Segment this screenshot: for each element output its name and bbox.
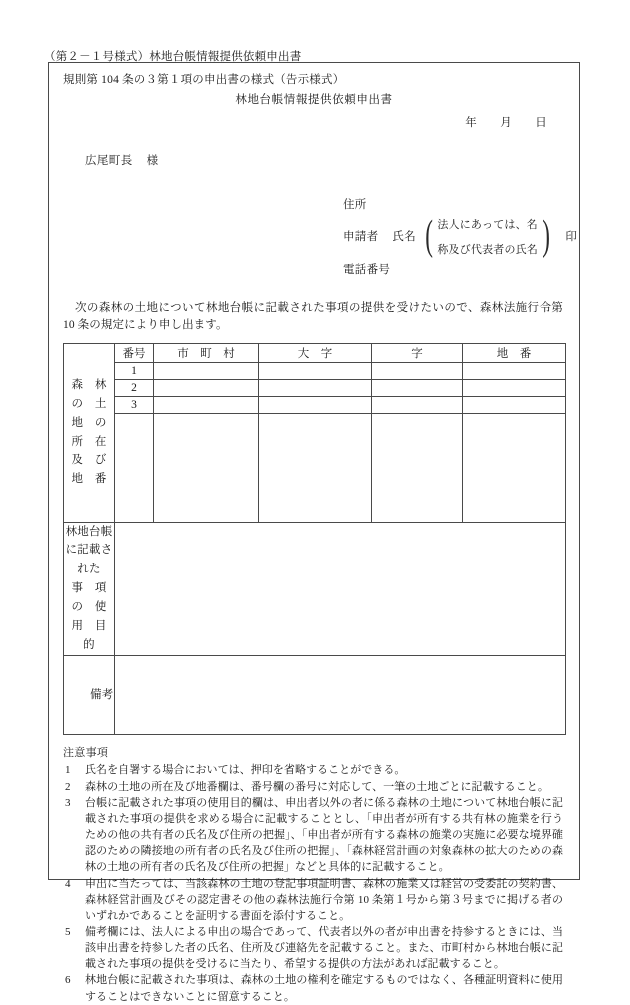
date-line: [59, 114, 569, 130]
purpose-row: [64, 522, 566, 656]
applicant-block: [59, 194, 578, 278]
purpose-label-line2: 事 項 の 使 用 目 的: [71, 582, 119, 652]
purpose-label-line1: 林地台帳に記載された: [65, 525, 113, 576]
note-number-6: 6: [65, 974, 71, 987]
corporate-name-brace-group: ( 法人にあっては、名 称及び代表者の氏名 ): [425, 213, 551, 259]
date-day-label: 日: [535, 117, 547, 129]
request-statement: [63, 300, 563, 335]
note-text-2: 森林の土地の所在及び地番欄は、番号欄の番号に対応して、一筆の土地ごとに記載すること。: [85, 780, 549, 793]
column-header-oaza: 大 字: [259, 343, 372, 362]
applicant-label: 申請者: [343, 231, 379, 243]
note-item: [63, 795, 563, 876]
remarks-value-field[interactable]: [115, 656, 566, 735]
cell-city-2[interactable]: [154, 379, 259, 396]
document-title: 林地台帳情報提供依頼申出書: [235, 94, 393, 106]
seal-stamp-label: 印: [565, 231, 578, 243]
cell-aza-blank[interactable]: [372, 413, 463, 522]
remarks-label-left: 備: [90, 688, 102, 701]
form-sheet: [48, 62, 580, 1003]
date-month-label: 月: [500, 117, 512, 129]
table-row: [64, 379, 566, 396]
notes-title: 注意事項: [63, 747, 109, 760]
table-row: [64, 362, 566, 379]
cell-oaza-1[interactable]: [259, 362, 372, 379]
note-number-5: 5: [65, 926, 71, 938]
location-side-label-line1: 森 林 の 土 地 の: [71, 378, 119, 429]
address-label: 住所: [343, 198, 367, 211]
note-item: [63, 972, 563, 1004]
row-number-1: 1: [115, 362, 154, 379]
note-text-6: 林地台帳に記載された事項は、森林の土地の権利を確定するものではなく、各種証明資料に使用することはできないことに留意すること。: [85, 974, 563, 1003]
note-item: [63, 779, 563, 795]
note-number-4: 4: [65, 877, 71, 890]
purpose-label: [64, 522, 119, 656]
row-number-3: 3: [115, 396, 154, 413]
cell-oaza-3[interactable]: [259, 396, 372, 413]
location-side-label-line2: 所 在 及 び 地 番: [71, 435, 119, 486]
addressee-name: 広尾町長: [85, 155, 133, 167]
column-header-aza: 字: [372, 343, 463, 362]
note-text-1: 氏名を自署する場合においては、押印を省略することができる。: [85, 764, 406, 777]
note-text-4: 申出に当たっては、当該森林の土地の登記事項証明書、森林の施業又は経営の受委託の契約書、森林経営計画及びその認定書その他の森林法施行令第 10 条第１号から第３号までに掲げる者のいずれかであることを証明する書面を添付すること。: [85, 877, 563, 922]
applicant-address-row: [343, 194, 569, 213]
forest-land-table: [63, 343, 566, 736]
cell-city-blank[interactable]: [154, 413, 259, 522]
brace-note-line1: 法人にあっては、名: [437, 218, 539, 231]
note-item: [63, 876, 563, 924]
form-caption: （第２－１号様式）林地台帳情報提供依頼申出書: [44, 51, 302, 63]
cell-city-3[interactable]: [154, 396, 259, 413]
table-blank-row: [64, 413, 566, 522]
table-row: [64, 396, 566, 413]
cell-chiban-blank[interactable]: [463, 413, 566, 522]
date-year-label: 年: [465, 117, 477, 129]
column-header-chiban: 地 番: [463, 343, 566, 362]
row-number-2: 2: [115, 379, 154, 396]
cell-oaza-2[interactable]: [259, 379, 372, 396]
table-header-row: [64, 343, 566, 362]
applicant-name-row: [343, 213, 578, 259]
cell-chiban-1[interactable]: [463, 362, 566, 379]
cell-oaza-blank[interactable]: [259, 413, 372, 522]
addressee: [85, 152, 569, 168]
addressee-honorific: 様: [146, 155, 159, 167]
remarks-label: [64, 656, 115, 735]
cell-city-1[interactable]: [154, 362, 259, 379]
note-number-3: 3: [65, 796, 71, 809]
note-number-1: 1: [65, 764, 71, 777]
cell-aza-2[interactable]: [372, 379, 463, 396]
column-header-city: 市 町 村: [154, 343, 259, 362]
phone-label: 電話番号: [343, 263, 391, 276]
cell-chiban-2[interactable]: [463, 379, 566, 396]
request-statement-text: 次の森林の土地について林地台帳に記載された事項の提供を受けたいので、森林法施行令第 10 条の規定により申し出ます。: [63, 302, 563, 332]
note-number-2: 2: [65, 780, 71, 793]
applicant-phone-row: [343, 259, 569, 278]
location-side-label: [64, 343, 119, 522]
cell-no-blank[interactable]: [115, 413, 154, 522]
purpose-value-field[interactable]: [115, 522, 566, 656]
note-item: [63, 762, 563, 778]
column-header-no: 番号: [115, 343, 154, 362]
rule-reference-line: 規則第 104 条の３第１項の申出書の様式（告示様式）: [63, 74, 345, 86]
brace-note-line2: 称及び代表者の氏名: [437, 243, 539, 256]
notes-section: [63, 745, 563, 1005]
note-text-3: 台帳に記載された事項の使用目的欄は、申出者以外の者に係る森林の土地について林地台帳に記載された事項の提供を求める場合に記載することとし、「申出者が所有する共有林の施業を行うための他の共有者の氏名及び住所の把握」、「申出者が所有する森林の施業の実施に必要な境界確認のための隣接地の所有者の氏名及び住所の把握」、「森林経営計画の対象森林の拡大のための森林の土地の所有者の氏名及び住所の把握」などと具体的に記載すること。: [85, 796, 563, 874]
name-label: 氏名: [392, 231, 417, 243]
cell-aza-1[interactable]: [372, 362, 463, 379]
remarks-label-right: 考: [101, 688, 114, 701]
cell-aza-3[interactable]: [372, 396, 463, 413]
note-text-5: 備考欄には、法人による申出の場合であって、代表者以外の者が申出書を持参するときには、当該申出書を持参した者の氏名、住所及び連絡先を記載すること。また、市町村から林地台帳に記載された事項の提供を受けるに当たり、希望する提供の方法があれば記載すること。: [85, 926, 563, 971]
note-item: [63, 924, 563, 972]
cell-chiban-3[interactable]: [463, 396, 566, 413]
remarks-row: [64, 656, 566, 735]
